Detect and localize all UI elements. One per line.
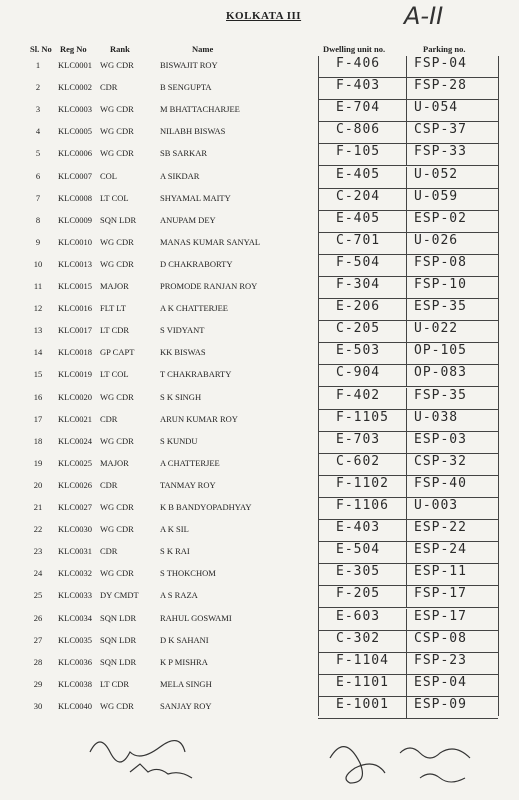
parking-number: FSP-23 — [414, 652, 467, 668]
registration-number: KLC0015 — [58, 281, 92, 291]
dwelling-unit: E-503 — [336, 343, 381, 359]
serial-number: 19 — [33, 457, 43, 468]
registration-number: KLC0020 — [58, 391, 92, 402]
parking-number: CSP-37 — [414, 122, 467, 138]
rank: WG CDR — [100, 236, 134, 247]
officer-name: NILABH BISWAS — [160, 126, 226, 137]
serial-number: 23 — [33, 546, 43, 557]
parking-number: FSP-40 — [414, 475, 467, 491]
officer-name: A SIKDAR — [160, 170, 200, 181]
registration-number: KLC0025 — [58, 457, 92, 468]
table-row — [0, 255, 519, 277]
registration-number: KLC0019 — [58, 369, 92, 380]
rank: WG CDR — [100, 700, 134, 711]
officer-name: RAHUL GOSWAMI — [160, 612, 232, 623]
dwelling-unit: C-205 — [336, 321, 381, 337]
parking-number: ESP-35 — [414, 299, 467, 315]
serial-number: 7 — [35, 192, 41, 203]
table-row — [0, 631, 519, 653]
col-header-dwelling: Dwelling unit no. — [323, 44, 386, 54]
table-row — [0, 299, 519, 321]
parking-number: U-052 — [414, 166, 459, 182]
serial-number: 5 — [35, 148, 41, 159]
table-row — [0, 675, 519, 697]
officer-name: BISWAJIT ROY — [160, 60, 218, 70]
officer-name: A S RAZA — [160, 590, 198, 601]
rank: CDR — [100, 413, 118, 424]
table-row — [0, 476, 519, 498]
rank: WG CDR — [100, 568, 134, 579]
table-row — [0, 100, 519, 122]
parking-number: CSP-08 — [414, 630, 467, 646]
dwelling-unit: C-302 — [336, 630, 381, 646]
rank: GP CAPT — [100, 347, 135, 358]
serial-number: 11 — [33, 281, 43, 291]
serial-number: 3 — [35, 104, 41, 115]
officer-name: S K SINGH — [160, 391, 202, 402]
dwelling-unit: F-304 — [336, 277, 381, 292]
rank: DY CMDT — [100, 590, 139, 601]
officer-name: K P MISHRA — [160, 656, 208, 667]
officer-name: D CHAKRABORTY — [160, 258, 233, 269]
serial-number: 30 — [33, 700, 43, 711]
officer-name: SB SARKAR — [160, 148, 208, 159]
dwelling-unit: F-402 — [336, 387, 381, 403]
table-row — [0, 653, 519, 675]
registration-number: KLC0010 — [58, 236, 92, 247]
serial-number: 16 — [33, 391, 43, 402]
dwelling-unit: F-1104 — [336, 652, 389, 668]
table-row — [0, 122, 519, 144]
parking-number: ESP-24 — [414, 542, 467, 558]
table-row — [0, 609, 519, 631]
parking-number: ESP-04 — [414, 674, 467, 690]
table-row — [0, 321, 519, 343]
col-header-rank: Rank — [110, 44, 130, 54]
parking-number: FSP-04 — [414, 56, 467, 71]
registration-number: KLC0009 — [58, 214, 92, 225]
registration-number: KLC0036 — [58, 656, 92, 667]
table-row — [0, 211, 519, 233]
table-row — [0, 78, 519, 100]
registration-number: KLC0001 — [58, 60, 92, 70]
rank: COL — [100, 170, 117, 181]
col-header-reg: Reg No — [60, 44, 87, 54]
table-row — [0, 189, 519, 211]
registration-number: KLC0007 — [58, 170, 92, 181]
table-row — [0, 432, 519, 454]
serial-number: 2 — [35, 82, 41, 93]
dwelling-unit: F-403 — [336, 78, 381, 94]
table-row — [0, 233, 519, 255]
table-row — [0, 343, 519, 365]
registration-number: KLC0005 — [58, 126, 92, 137]
registration-number: KLC0018 — [58, 347, 92, 358]
officer-name: A CHATTERJEE — [160, 457, 220, 468]
registration-number: KLC0033 — [58, 590, 92, 601]
rank: LT COL — [100, 192, 129, 203]
rank: LT CDR — [100, 678, 130, 689]
rank: FLT LT — [100, 303, 126, 314]
col-header-name: Name — [192, 44, 214, 54]
registration-number: KLC0003 — [58, 104, 92, 115]
registration-number: KLC0021 — [58, 413, 92, 424]
dwelling-unit: C-602 — [336, 453, 381, 469]
parking-number: CSP-32 — [414, 453, 467, 469]
rank: CDR — [100, 479, 118, 490]
table-row — [0, 520, 519, 542]
rank: MAJOR — [100, 281, 129, 291]
dwelling-unit: E-1101 — [336, 674, 389, 690]
officer-name: ARUN KUMAR ROY — [160, 413, 238, 424]
serial-number: 17 — [33, 413, 43, 424]
registration-number: KLC0035 — [58, 634, 92, 645]
serial-number: 13 — [33, 325, 43, 336]
registration-number: KLC0027 — [58, 502, 92, 512]
registration-number: KLC0017 — [58, 325, 92, 336]
dwelling-unit: E-704 — [336, 100, 381, 116]
registration-number: KLC0024 — [58, 435, 92, 446]
registration-number: KLC0031 — [58, 546, 92, 557]
serial-number: 28 — [33, 656, 43, 667]
parking-number: ESP-02 — [414, 210, 467, 226]
serial-number: 18 — [33, 435, 43, 446]
table-row — [0, 144, 519, 166]
officer-name: S THOKCHOM — [160, 568, 216, 579]
rank: WG CDR — [100, 524, 134, 535]
table-row — [0, 167, 519, 189]
handwritten-annotation: A-II — [404, 2, 444, 30]
serial-number: 22 — [33, 524, 43, 535]
parking-number: OP-105 — [414, 343, 467, 359]
serial-number: 20 — [33, 479, 43, 490]
officer-name: KK BISWAS — [160, 347, 206, 358]
registration-number: KLC0026 — [58, 479, 92, 490]
table-row — [0, 277, 519, 299]
serial-number: 24 — [33, 568, 43, 579]
rank: WG CDR — [100, 104, 134, 115]
parking-number: U-003 — [414, 498, 459, 513]
serial-number: 25 — [33, 590, 43, 601]
parking-number: ESP-11 — [414, 564, 467, 580]
rank: WG CDR — [100, 435, 134, 446]
officer-name: K B BANDYOPADHYAY — [160, 502, 252, 512]
dwelling-unit: E-1001 — [336, 696, 389, 712]
parking-number: FSP-17 — [414, 586, 467, 602]
dwelling-unit: F-406 — [336, 56, 381, 71]
parking-number: FSP-35 — [414, 387, 467, 403]
signature-left — [70, 722, 250, 792]
rank: WG CDR — [100, 60, 134, 70]
parking-number: FSP-28 — [414, 78, 467, 94]
officer-name: A K CHATTERJEE — [160, 303, 228, 314]
serial-number: 21 — [33, 502, 43, 512]
rank: WG CDR — [100, 148, 134, 159]
col-header-sl: Sl. No — [30, 44, 52, 54]
officer-name: S VIDYANT — [160, 325, 205, 336]
registration-number: KLC0002 — [58, 82, 92, 93]
officer-name: ANUPAM DEY — [160, 214, 216, 225]
rank: WG CDR — [100, 502, 134, 512]
registration-number: KLC0016 — [58, 303, 92, 314]
parking-number: U-026 — [414, 232, 459, 248]
rank: SQN LDR — [100, 612, 137, 623]
officer-name: MELA SINGH — [160, 678, 212, 689]
dwelling-unit: F-105 — [336, 144, 381, 160]
dwelling-unit: F-205 — [336, 586, 381, 602]
table-row — [0, 498, 519, 520]
rank: CDR — [100, 82, 118, 93]
serial-number: 26 — [33, 612, 43, 623]
officer-name: PROMODE RANJAN ROY — [160, 281, 258, 291]
officer-name: TANMAY ROY — [160, 479, 216, 490]
parking-number: U-022 — [414, 321, 459, 337]
rank: LT CDR — [100, 325, 130, 336]
officer-name: S K RAI — [160, 546, 190, 557]
table-row — [0, 56, 519, 78]
dwelling-unit: E-603 — [336, 608, 381, 624]
serial-number: 8 — [35, 214, 41, 225]
rank: SQN LDR — [100, 656, 137, 667]
table-row — [0, 697, 519, 719]
table-row — [0, 388, 519, 410]
dwelling-unit: F-1102 — [336, 475, 389, 491]
rank: WG CDR — [100, 391, 134, 402]
table-row — [0, 542, 519, 564]
dwelling-unit: C-204 — [336, 188, 381, 204]
officer-name: D K SAHANI — [160, 634, 209, 645]
registration-number: KLC0034 — [58, 612, 92, 623]
serial-number: 12 — [33, 303, 43, 314]
serial-number: 14 — [33, 347, 43, 358]
rank: SQN LDR — [100, 634, 137, 645]
parking-number: FSP-33 — [414, 144, 467, 160]
registration-number: KLC0008 — [58, 192, 92, 203]
officer-name: SANJAY ROY — [160, 700, 212, 711]
table-row — [0, 564, 519, 586]
parking-number: ESP-09 — [414, 696, 467, 712]
serial-number: 27 — [33, 634, 43, 645]
dwelling-unit: E-405 — [336, 210, 381, 226]
officer-name: T CHAKRABARTY — [160, 369, 232, 380]
dwelling-unit: E-504 — [336, 542, 381, 558]
parking-number: ESP-03 — [414, 431, 467, 447]
serial-number: 10 — [33, 258, 43, 269]
dwelling-unit: C-701 — [336, 232, 381, 248]
serial-number: 6 — [35, 170, 41, 181]
parking-number: OP-083 — [414, 365, 467, 381]
parking-number: ESP-22 — [414, 520, 467, 536]
dwelling-unit: E-206 — [336, 299, 381, 315]
registration-number: KLC0013 — [58, 258, 92, 269]
dwelling-unit: E-703 — [336, 431, 381, 447]
table-row — [0, 365, 519, 387]
dwelling-unit: C-806 — [336, 122, 381, 138]
registration-number: KLC0040 — [58, 700, 92, 711]
rank: LT COL — [100, 369, 129, 380]
registration-number: KLC0030 — [58, 524, 92, 535]
signature-right — [320, 728, 500, 798]
serial-number: 15 — [33, 369, 43, 380]
parking-number: ESP-17 — [414, 608, 467, 624]
officer-name: MANAS KUMAR SANYAL — [160, 236, 261, 247]
dwelling-unit: E-403 — [336, 520, 381, 536]
rank: CDR — [100, 546, 118, 557]
serial-number: 4 — [35, 126, 41, 137]
parking-number: FSP-08 — [414, 254, 467, 270]
rank: WG CDR — [100, 258, 134, 269]
registration-number: KLC0032 — [58, 568, 92, 579]
table-row — [0, 454, 519, 476]
registration-number: KLC0038 — [58, 678, 92, 689]
dwelling-unit: F-1106 — [336, 498, 389, 513]
dwelling-unit: F-504 — [336, 254, 381, 270]
parking-number: U-038 — [414, 409, 459, 425]
rank: WG CDR — [100, 126, 134, 137]
dwelling-unit: E-305 — [336, 564, 381, 580]
dwelling-unit: F-1105 — [336, 409, 389, 425]
officer-name: S KUNDU — [160, 435, 198, 446]
rank: SQN LDR — [100, 214, 137, 225]
officer-name: M BHATTACHARJEE — [160, 104, 240, 115]
dwelling-unit: E-405 — [336, 166, 381, 182]
parking-number: U-054 — [414, 100, 459, 116]
rank: MAJOR — [100, 457, 129, 468]
dwelling-unit: C-904 — [336, 365, 381, 381]
registration-number: KLC0006 — [58, 148, 92, 159]
parking-number: FSP-10 — [414, 277, 467, 292]
document-title: KOLKATA III — [226, 10, 302, 22]
officer-name: A K SIL — [160, 524, 189, 535]
table-row — [0, 410, 519, 432]
officer-name: B SENGUPTA — [160, 82, 212, 93]
col-header-parking: Parking no. — [423, 44, 466, 54]
serial-number: 29 — [33, 678, 43, 689]
serial-number: 9 — [35, 236, 41, 247]
serial-number: 1 — [35, 60, 41, 70]
table-row — [0, 586, 519, 608]
parking-number: U-059 — [414, 188, 459, 204]
officer-name: SHYAMAL MAITY — [160, 192, 231, 203]
